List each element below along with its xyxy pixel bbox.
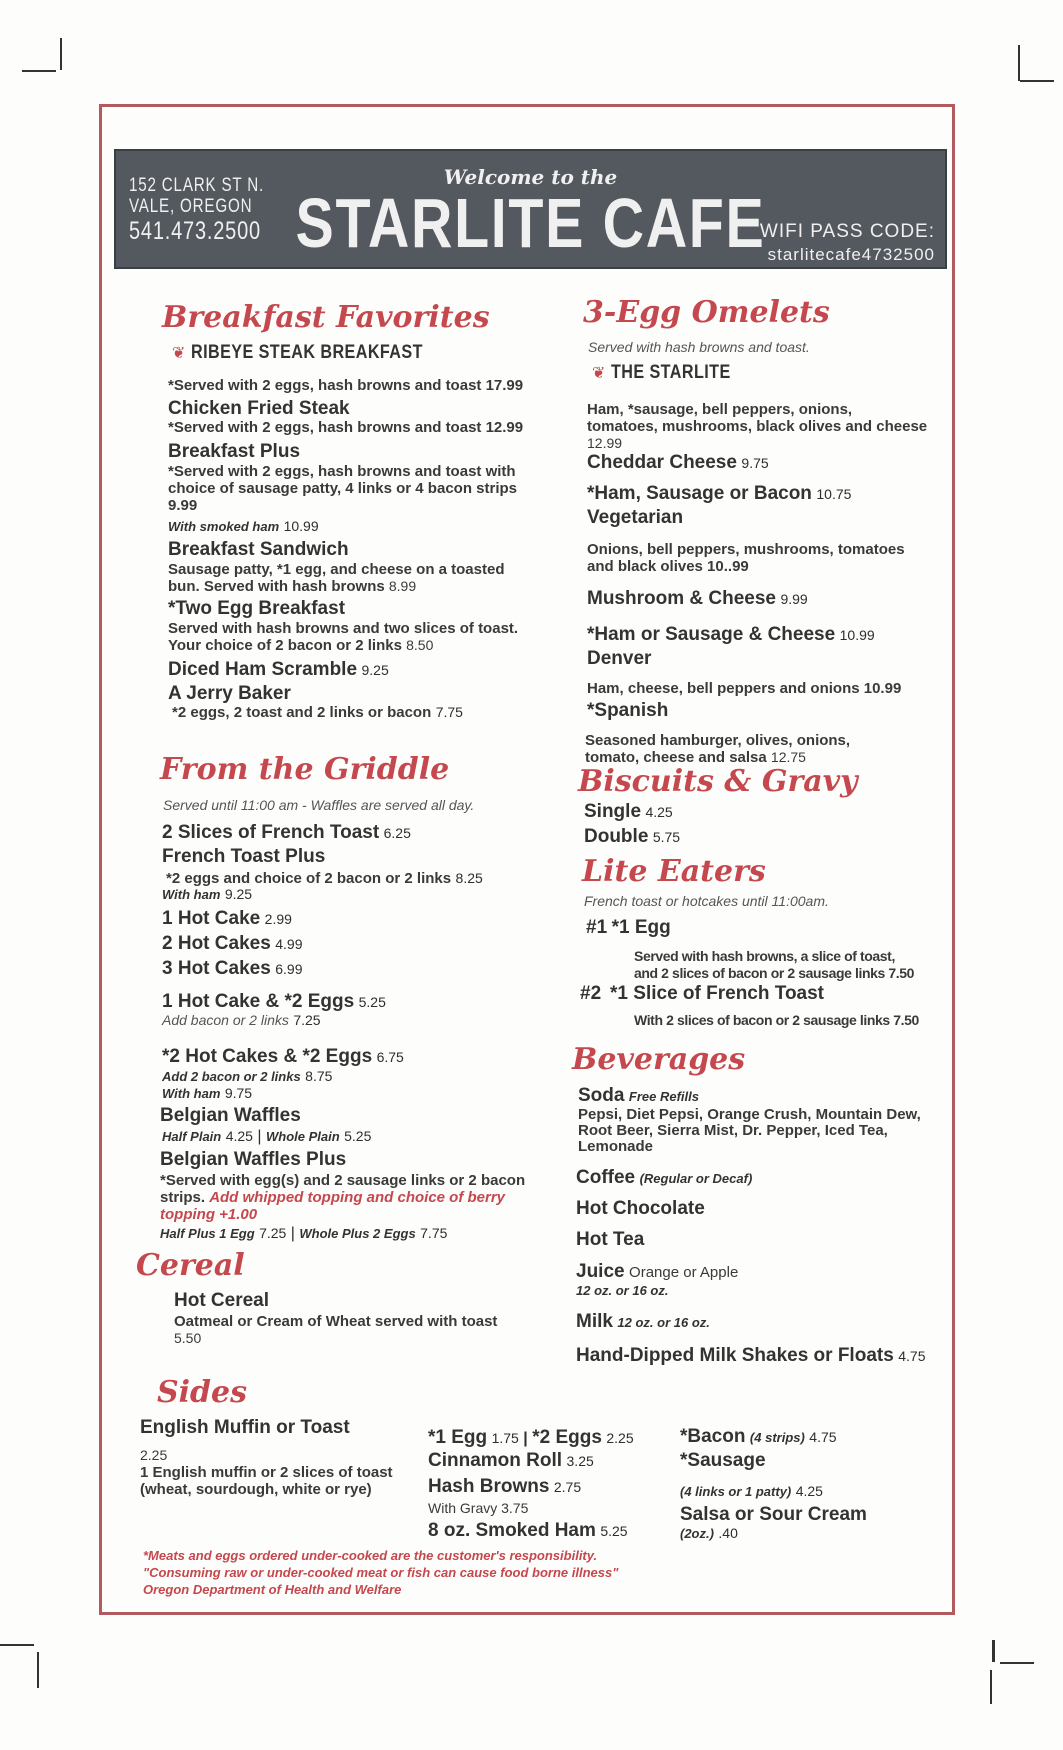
starlite-desc-line1: Ham, *sausage, bell peppers, onions, [587,401,853,418]
beverages-title: Beverages [572,1042,746,1077]
cereal-desc [174,1313,497,1347]
crop-mark [1000,1662,1034,1664]
soda-row [578,1085,699,1106]
crop-mark [0,1644,34,1646]
egg2-name: *2 Eggs [532,1427,602,1448]
veg-name: Vegetarian [587,507,684,528]
disclaimer-line2: "Consuming raw or under-cooked meat or fish can cause food borne illness" [143,1565,619,1580]
choc-name: Hot Chocolate [576,1198,705,1219]
milk-name: Milk [576,1311,613,1332]
hce-add-row [162,1012,321,1030]
cereal-price: 5.50 [174,1330,202,1346]
biscuits-double: Double [584,826,649,847]
hce2-add-row [162,1068,332,1086]
omelets-note: Served with hash browns and toast. [588,339,810,355]
lite-title: Lite Eaters [582,854,766,889]
soda-desc-line3: Lemonade [578,1138,654,1155]
cfs-name: Chicken Fried Steak [168,398,350,419]
hc1-name: 1 Hot Cake [162,908,261,929]
soda-desc-line1: Pepsi, Diet Pepsi, Orange Crush, Mountain Dew, [578,1106,921,1123]
disclaimer-line1: *Meats and eggs ordered under-cooked are the customer's responsibility. [143,1548,598,1563]
jerry-desc-row [172,704,463,722]
bwp-desc-line2a: strips. [160,1189,206,1206]
hash-row [428,1476,581,1497]
lite1-name: *1 Egg [611,917,671,938]
hsb-price: 10.75 [816,486,852,502]
hce2-ham-row [162,1085,252,1103]
hce-name: 1 Hot Cake & *2 Eggs [162,991,355,1012]
ribeye-desc: *Served with 2 eggs, hash browns and toast 17.99 [168,377,524,394]
juice-row [576,1261,738,1282]
ftplus-price: 8.25 [455,870,483,886]
jerry-desc: *2 eggs, 2 toast and 2 links or bacon [172,704,432,721]
denver-name: Denver [587,648,652,669]
roll-price: 3.25 [566,1453,594,1469]
disclaimer [143,1547,618,1598]
juice-name: Juice [576,1261,625,1282]
biscuits-single: Single [584,801,642,822]
crop-mark [1018,45,1020,81]
bw-options: Half Plain 4.25 | Whole Plain 5.25 [162,1128,372,1145]
lite2-num: #2 [580,983,602,1004]
starlite-name: THE STARLITE [611,362,732,383]
cafe-title: STARLITE CAFE [295,184,766,262]
hce2-ham-price: 9.75 [224,1085,253,1101]
sausage-note-row [680,1483,823,1501]
bwp-half-price: 7.25 [259,1225,287,1241]
hce2-row [162,1046,404,1067]
cheddar-name: Cheddar Cheese [587,452,737,473]
salsa-name: Salsa or Sour Cream [680,1504,867,1525]
bwp-desc-line2b: Add whipped topping and choice of berry [209,1189,506,1206]
roll-row [428,1450,594,1471]
lite1-desc-line2: and 2 slices of bacon or 2 sausage links 7.50 [634,965,915,981]
plus-desc [168,463,517,514]
address-city: VALE, OREGON [129,196,253,217]
bw-whole: Whole Plain [266,1129,340,1144]
hc1-row [162,908,292,929]
lite1-row [586,917,671,938]
breakfast-title: Breakfast Favorites [162,300,490,335]
sausage-note: (4 links or 1 patty) [680,1484,792,1499]
ft-name: 2 Slices of French Toast [162,822,380,843]
jerry-name: A Jerry Baker [168,683,291,704]
twoegg-desc [168,620,518,654]
juice-desc: Orange or Apple [629,1264,739,1281]
milk-sizes: 12 oz. or 16 oz. [617,1315,710,1330]
omelets-title: 3-Egg Omelets [583,295,830,330]
ft-price: 6.25 [383,825,411,841]
ham-price: 5.25 [600,1523,628,1539]
twoegg-name: *Two Egg Breakfast [168,598,346,619]
plus-name: Breakfast Plus [168,441,301,462]
milk-row [576,1311,710,1332]
spanish-name: *Spanish [587,700,669,721]
coffee-row [576,1167,752,1188]
biscuits-title: Biscuits & Gravy [578,764,858,799]
lite2-name: *1 Slice of French Toast [610,983,825,1004]
jerry-price: 7.75 [435,704,463,720]
crop-mark [1020,80,1054,82]
diced-row [168,659,389,680]
ftplus-ham-price: 9.25 [224,886,253,902]
starlite-desc-line2: tomatoes, mushrooms, black olives and cheese [587,418,928,435]
soda-desc-line2: Root Beer, Sierra Mist, Dr. Pepper, Iced Tea, [578,1122,888,1139]
bwp-options: Half Plus 1 Egg 7.25 | Whole Plus 2 Eggs 7.75 [160,1225,448,1242]
ft-row [162,822,411,843]
mush-name: Mushroom & Cheese [587,588,776,609]
soda-desc [578,1107,921,1155]
hash-name: Hash Browns [428,1476,550,1497]
muffin-desc-line2: (wheat, sourdough, white or rye) [140,1481,372,1498]
lite1-desc [634,948,914,982]
sausage-price: 4.25 [795,1483,823,1499]
disclaimer-line3: Oregon Department of Health and Welfare [143,1582,402,1597]
lite-note: French toast or hotcakes until 11:00am. [584,893,829,909]
bacon-row [680,1426,837,1447]
cheddar-price: 9.75 [741,455,769,471]
wifi-label: WIFI PASS CODE: [759,221,935,242]
bacon-note: (4 strips) [749,1430,805,1445]
spanish-desc-line2: tomato, cheese and salsa [585,749,767,766]
bwp-whole: Whole Plus 2 Eggs [299,1226,416,1241]
soda-note: Free Refills [628,1089,699,1104]
hce-row [162,991,386,1012]
biscuits-double-row [584,826,680,847]
leaf-icon: ❦ [172,345,186,362]
starlite-heading [592,362,752,384]
shake-price: 4.75 [898,1348,926,1364]
hsc-name: *Ham or Sausage & Cheese [587,624,836,645]
crop-mark [60,38,62,70]
biscuits-single-row [584,801,673,822]
lite2-row [580,983,824,1004]
hc1-price: 2.99 [264,911,292,927]
hsc-price: 10.99 [839,627,875,643]
crop-mark [37,1652,39,1688]
wifi-code: starlitecafe4732500 [767,245,935,264]
salsa-note: (2oz.) [680,1526,714,1541]
diced-name: Diced Ham Scramble [168,659,358,680]
hsb-row [587,483,851,504]
hc2-price: 4.99 [275,936,303,952]
ribeye-name: RIBEYE STEAK BREAKFAST [191,342,424,363]
ham-row [428,1520,628,1541]
address-street: 152 CLARK ST N. [129,175,265,196]
plus-ham [168,518,319,536]
cfs-desc: *Served with 2 eggs, hash browns and toast 12.99 [168,419,524,436]
spanish-price: 12.75 [770,749,806,765]
muffin-desc-line1: 1 English muffin or 2 slices of toast [140,1464,393,1481]
ftplus-ham-label: With ham [162,887,221,902]
sandwich-desc [168,561,505,595]
coffee-name: Coffee [576,1167,636,1188]
spanish-desc-line1: Seasoned hamburger, olives, onions, [585,732,851,749]
twoegg-desc-line1: Served with hash browns and two slices of toast. [168,620,519,637]
phone-number: 541.473.2500 [129,217,261,245]
salsa-note-row [680,1525,738,1543]
biscuits-double-price: 5.75 [652,829,681,845]
veg-desc-line2: and black olives 10..99 [587,558,749,575]
plus-ham-price: 10.99 [283,518,319,534]
bw-half-price: 4.25 [225,1128,253,1144]
bwp-name: Belgian Waffles Plus [160,1149,347,1170]
twoegg-price: 8.50 [406,637,434,653]
ham-name: 8 oz. Smoked Ham [428,1520,596,1541]
mush-row [587,588,808,609]
starlite-price: 12.99 [587,435,623,451]
shake-row [576,1345,925,1366]
cereal-name: Hot Cereal [174,1290,270,1311]
hce-price: 5.25 [358,994,386,1010]
crop-mark [992,1640,995,1662]
hash-gravy: With Gravy 3.75 [428,1500,529,1516]
shake-name: Hand-Dipped Milk Shakes or Floats [576,1345,894,1366]
mush-price: 9.99 [780,591,808,607]
plus-desc-line1: *Served with 2 eggs, hash browns and toast with [168,463,516,480]
hc3-price: 6.99 [275,961,303,977]
plus-price: 9.99 [168,497,198,514]
bacon-name: *Bacon [680,1426,746,1447]
biscuits-single-price: 4.25 [645,804,673,820]
hsc-row [587,624,875,645]
eggs-side-row: *1 Egg 1.75 | *2 Eggs 2.25 [428,1427,634,1448]
hce-add-price: 7.25 [293,1012,321,1028]
sandwich-desc-line1: Sausage patty, *1 egg, and cheese on a toasted [168,561,505,578]
plus-ham-label: With smoked ham [168,519,280,534]
sides-title: Sides [157,1375,248,1410]
diced-price: 9.25 [361,662,389,678]
ribeye-heading [172,342,464,364]
welcome-text: Welcome to the [443,165,618,189]
cereal-desc-line: Oatmeal or Cream of Wheat served with toast [174,1313,498,1330]
hsb-name: *Ham, Sausage or Bacon [587,483,812,504]
hc3-row [162,958,302,979]
bw-half: Half Plain [162,1129,222,1144]
griddle-note: Served until 11:00 am - Waffles are served all day. [163,797,475,813]
hc3-name: 3 Hot Cakes [162,958,271,979]
veg-desc [587,541,905,575]
sandwich-name: Breakfast Sandwich [168,539,349,560]
bwp-desc-line3: topping +1.00 [160,1206,258,1223]
twoegg-desc-line2: Your choice of 2 bacon or 2 links [168,637,402,654]
veg-desc-line1: Onions, bell peppers, mushrooms, tomatoes [587,541,905,558]
egg1-price: 1.75 [491,1430,519,1446]
muffin-price: 2.25 [140,1447,168,1463]
starlite-desc [587,401,927,452]
muffin-desc [140,1447,393,1498]
plus-desc-line2: choice of sausage patty, 4 links or 4 bacon strips [168,480,517,497]
lite2-desc: With 2 slices of bacon or 2 sausage links 7.50 [634,1012,919,1028]
muffin-name: English Muffin or Toast [140,1417,350,1438]
hce2-ham: With ham [162,1086,221,1101]
bwp-half: Half Plus 1 Egg [160,1226,255,1241]
bwp-whole-price: 7.75 [420,1225,448,1241]
ftplus-name: French Toast Plus [162,846,326,867]
lite1-num: #1 [586,917,608,938]
salsa-price: .40 [718,1525,738,1541]
ftplus-ham-row [162,886,252,904]
hash-price: 2.75 [553,1479,582,1495]
juice-sizes: 12 oz. or 16 oz. [576,1283,669,1298]
bwp-desc-line1: *Served with egg(s) and 2 sausage links or 2 bacon [160,1172,526,1189]
coffee-note: (Regular or Decaf) [639,1171,753,1186]
egg1-name: *1 Egg [428,1427,488,1448]
ftplus-desc: *2 eggs and choice of 2 bacon or 2 links [166,870,452,887]
spanish-desc [585,732,850,766]
bw-whole-price: 5.25 [344,1128,372,1144]
cereal-title: Cereal [136,1248,245,1283]
hce2-price: 6.75 [376,1049,404,1065]
griddle-title: From the Griddle [160,752,450,787]
sandwich-desc-line2: bun. Served with hash browns [168,578,385,595]
hce2-add-price: 8.75 [305,1068,333,1084]
soda-name: Soda [578,1085,625,1106]
roll-name: Cinnamon Roll [428,1450,563,1471]
hce-add: Add bacon or 2 links [162,1012,289,1028]
hce2-add: Add 2 bacon or 2 links [162,1069,301,1084]
denver-desc: Ham, cheese, bell peppers and onions 10.99 [587,680,902,697]
crop-mark [990,1670,992,1704]
hc2-row [162,933,302,954]
bwp-desc [160,1172,525,1223]
cheddar-row [587,452,769,473]
egg2-price: 2.25 [606,1430,634,1446]
crop-mark [22,70,56,72]
sausage-name: *Sausage [680,1450,766,1471]
hc2-name: 2 Hot Cakes [162,933,271,954]
tea-name: Hot Tea [576,1229,645,1250]
sandwich-price: 8.99 [388,578,417,594]
leaf-icon: ❦ [592,365,606,382]
bw-name: Belgian Waffles [160,1105,301,1126]
header-banner [114,149,947,269]
hce2-name: *2 Hot Cakes & *2 Eggs [162,1046,373,1067]
bacon-price: 4.75 [809,1429,837,1445]
lite1-desc-line1: Served with hash browns, a slice of toast, [634,948,895,964]
